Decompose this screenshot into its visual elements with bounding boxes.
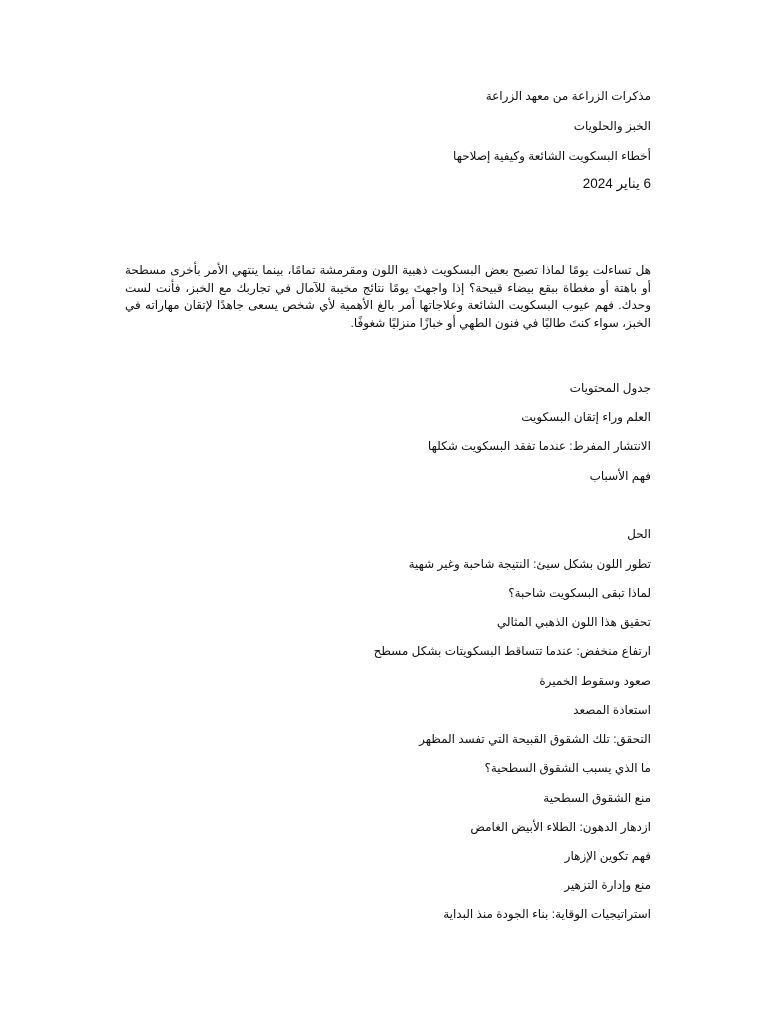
intro-paragraph: هل تساءلت يومًا لماذا تصبح بعض البسكويت ذهبية اللون ومقرمشة تمامًا، بينما ينتهي الأمر بأخرى مسطحة أو باهتة أو مغطاة ببقع بيضاء قبيحة؟ إذا واجهتَ يومًا نتائج مخيبة للآمال في تجاربك مع الخبز، فأنت لست وحدك. فهم عيوب البسكويت الشائعة وعلاجاتها أمر بالغ الأهمية لأي شخص يسعى جاهدًا لإتقان مهاراته في الخبز، سواء كنتَ طالبًا في فنون الطهي أو خبازًا منزليًا شغوفًا. bbox=[125, 263, 651, 330]
publish-date: 6 يناير 2024 bbox=[582, 176, 651, 191]
category-label: الخبز والحلويات bbox=[573, 119, 651, 133]
toc-item[interactable]: العلم وراء إتقان البسكويت bbox=[521, 410, 651, 424]
section-heading[interactable]: الحل bbox=[627, 527, 651, 541]
toc-heading: جدول المحتويات bbox=[569, 381, 651, 395]
section-heading[interactable]: التحقق: تلك الشقوق القبيحة التي تفسد المظهر bbox=[419, 732, 651, 746]
toc-item[interactable]: الانتشار المفرط: عندما تفقد البسكويت شكلها bbox=[427, 439, 651, 453]
article-title: أخطاء البسكويت الشائعة وكيفية إصلاحها bbox=[453, 149, 651, 163]
notes-title: مذكرات الزراعة من معهد الزراعة bbox=[485, 89, 651, 103]
section-heading[interactable]: منع وإدارة التزهير bbox=[564, 878, 651, 892]
section-heading[interactable]: لماذا تبقى البسكويت شاحبة؟ bbox=[508, 586, 651, 600]
section-heading[interactable]: استعادة المصعد bbox=[573, 703, 651, 717]
section-heading[interactable]: ما الذي يسبب الشقوق السطحية؟ bbox=[484, 761, 651, 775]
section-heading[interactable]: تطور اللون بشكل سيئ: النتيجة شاحبة وغير شهية bbox=[408, 557, 651, 571]
section-heading[interactable]: منع الشقوق السطحية bbox=[543, 791, 651, 805]
section-heading[interactable]: ازدهار الدهون: الطلاء الأبيض الغامض bbox=[470, 820, 651, 834]
toc-item[interactable]: فهم الأسباب bbox=[589, 469, 651, 483]
section-heading[interactable]: فهم تكوين الإزهار bbox=[564, 849, 651, 863]
section-heading[interactable]: ارتفاع منخفض: عندما تتساقط البسكويتات بشكل مسطح bbox=[373, 644, 651, 658]
section-heading[interactable]: تحقيق هذا اللون الذهبي المثالي bbox=[496, 615, 651, 629]
section-heading[interactable]: استراتيجيات الوقاية: بناء الجودة منذ البداية bbox=[443, 907, 651, 921]
section-heading[interactable]: صعود وسقوط الخميرة bbox=[539, 674, 651, 688]
